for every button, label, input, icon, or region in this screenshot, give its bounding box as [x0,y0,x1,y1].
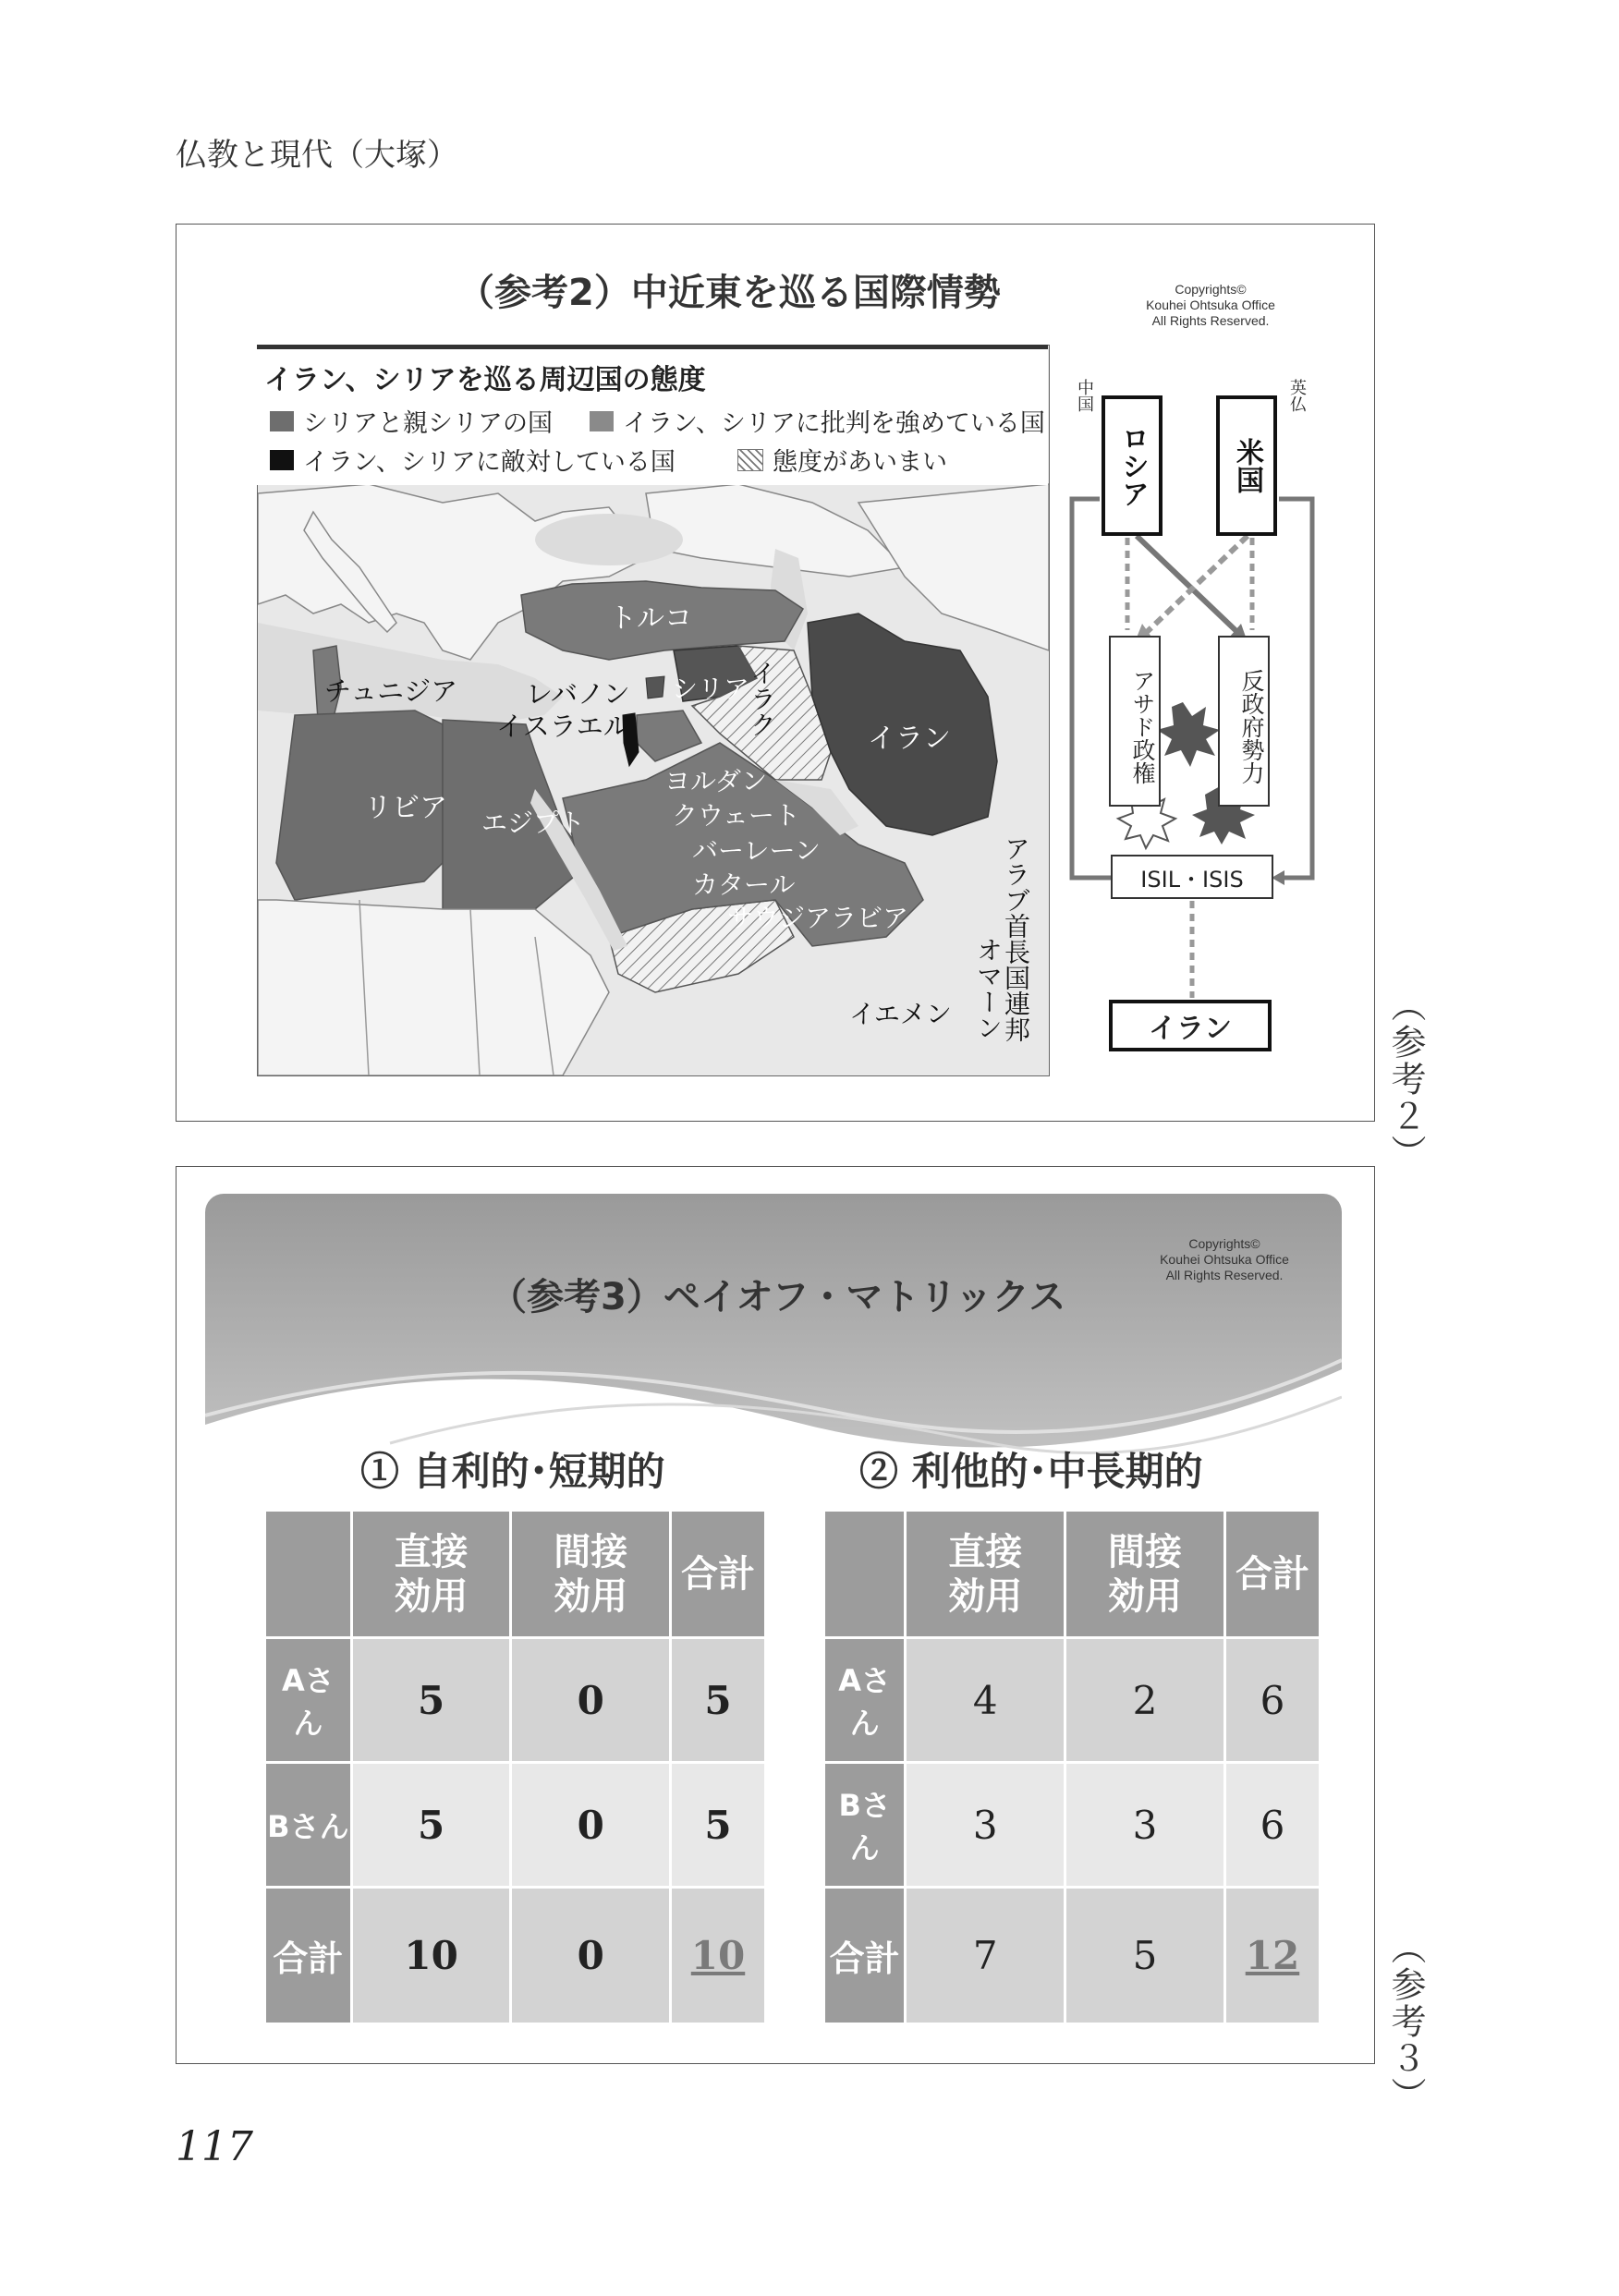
legend-item [590,403,1045,439]
label-uae: アラブ首長国連邦 [1001,835,1031,1042]
legend-swatch [270,450,294,470]
label-turkey: トルコ [609,602,692,635]
assad-regime-box: アサド政権 [1109,636,1161,807]
label-libya: リビア [364,792,447,824]
copyright-line: Kouhei Ohtsuka Office [1146,298,1275,312]
copyright-line: All Rights Reserved. [1151,313,1270,328]
label-israel: イスラエル [496,711,630,742]
slide-3-header-band [205,1194,1342,1471]
cell-value: 2 [1066,1639,1223,1761]
legend-label: イラン、シリアに批判を強めている国 [623,409,1045,438]
map-legend [257,345,1048,485]
cell-value: 3 [1066,1764,1223,1886]
slide-2-title: （参考2）中近東を巡る国際情勢 [457,272,1001,314]
legend-item [737,442,947,478]
label-iraq: イラク [747,660,777,737]
label-syria: シリア [672,674,750,704]
label-qatar: カタール [692,869,796,900]
label-jordan: ヨルダン [664,766,768,796]
usa-box: 米国 [1216,395,1277,536]
russia-box: ロシア [1102,395,1163,536]
table-2-subtitle: ② 利他的･中長期的 [859,1449,1203,1494]
label-yemen: イエメン [849,999,952,1029]
corner-cell [825,1512,904,1636]
column-header: 合計 [672,1512,764,1636]
isil-box: ISIL・ISIS [1111,855,1273,899]
column-header: 直接効用 [353,1512,510,1636]
label-tunisia: チュニジア [324,675,458,707]
row-header: Bさん [825,1764,904,1886]
corner-cell [266,1512,350,1636]
grand-total: 12 [1226,1889,1319,2023]
running-header: 仏教と現代（大塚） [176,137,458,174]
slide-3-side-label: （参考３） [1385,1929,1426,2114]
row-header-total: 合計 [825,1889,904,2023]
copyright-line: Copyrights© [1188,1236,1260,1251]
page-number: 117 [176,2123,253,2170]
label-iran: イラン [868,723,951,755]
legend-label: イラン、シリアに敵対している国 [303,448,676,477]
copyright-line: Copyrights© [1175,282,1247,297]
legend-item [270,403,553,439]
header-wave [205,1194,1342,1471]
label-kuwait: クウェート [672,800,800,831]
table-1-subtitle: ① 自利的･短期的 [360,1449,665,1494]
cell-value: 5 [353,1639,510,1761]
opposition-box: 反政府勢力 [1218,636,1270,807]
cell-value: 0 [512,1639,669,1761]
row-header: Aさん [266,1639,350,1761]
row-header: Aさん [825,1639,904,1761]
china-note: 中国 [1075,379,1094,412]
legend-swatch [270,411,294,431]
cell-value: 6 [1226,1639,1319,1761]
copyright-line: Kouhei Ohtsuka Office [1160,1252,1289,1267]
cell-value: 5 [1066,1889,1223,2023]
column-header: 直接効用 [907,1512,1064,1636]
slide-2-side-label: （参考２） [1385,987,1426,1172]
row-header-total: 合計 [266,1889,350,2023]
payoff-table-altruistic [822,1509,1321,2025]
copyright-line: All Rights Reserved. [1165,1268,1284,1282]
payoff-table-selfish [263,1509,767,2025]
label-saudi: サウジアラビア [727,903,909,933]
legend-swatch [590,411,614,431]
slide-2-copyright [1118,282,1303,329]
label-bahrain: バーレーン [692,835,821,866]
cell-value: 0 [512,1764,669,1886]
cell-value: 5 [353,1764,510,1886]
label-oman: オマーン [973,937,1004,1040]
legend-item [270,442,676,478]
column-header: 合計 [1226,1512,1319,1636]
label-lebanon: レバノン [526,678,630,710]
legend-swatch-hatched [737,449,763,471]
cell-value: 10 [353,1889,510,2023]
grand-total: 10 [672,1889,764,2023]
column-header: 間接効用 [512,1512,669,1636]
row-header: Bさん [266,1764,350,1886]
legend-title: イラン、シリアを巡る周辺国の態度 [264,364,706,396]
cell-value: 5 [672,1764,764,1886]
ukfr-note: 英仏 [1287,379,1307,412]
cell-value: 3 [907,1764,1064,1886]
iran-box: イラン [1109,1000,1272,1051]
legend-label: シリアと親シリアの国 [303,409,553,438]
cell-value: 7 [907,1889,1064,2023]
column-header: 間接効用 [1066,1512,1223,1636]
label-egypt: エジプト [481,808,586,838]
cell-value: 0 [512,1889,669,2023]
slide-3-title: （参考3）ペイオフ・マトリックス [490,1276,1066,1318]
legend-label: 態度があいまい [773,448,947,477]
cell-value: 4 [907,1639,1064,1761]
cell-value: 5 [672,1639,764,1761]
cell-value: 6 [1226,1764,1319,1886]
slide-3-copyright [1132,1236,1317,1283]
